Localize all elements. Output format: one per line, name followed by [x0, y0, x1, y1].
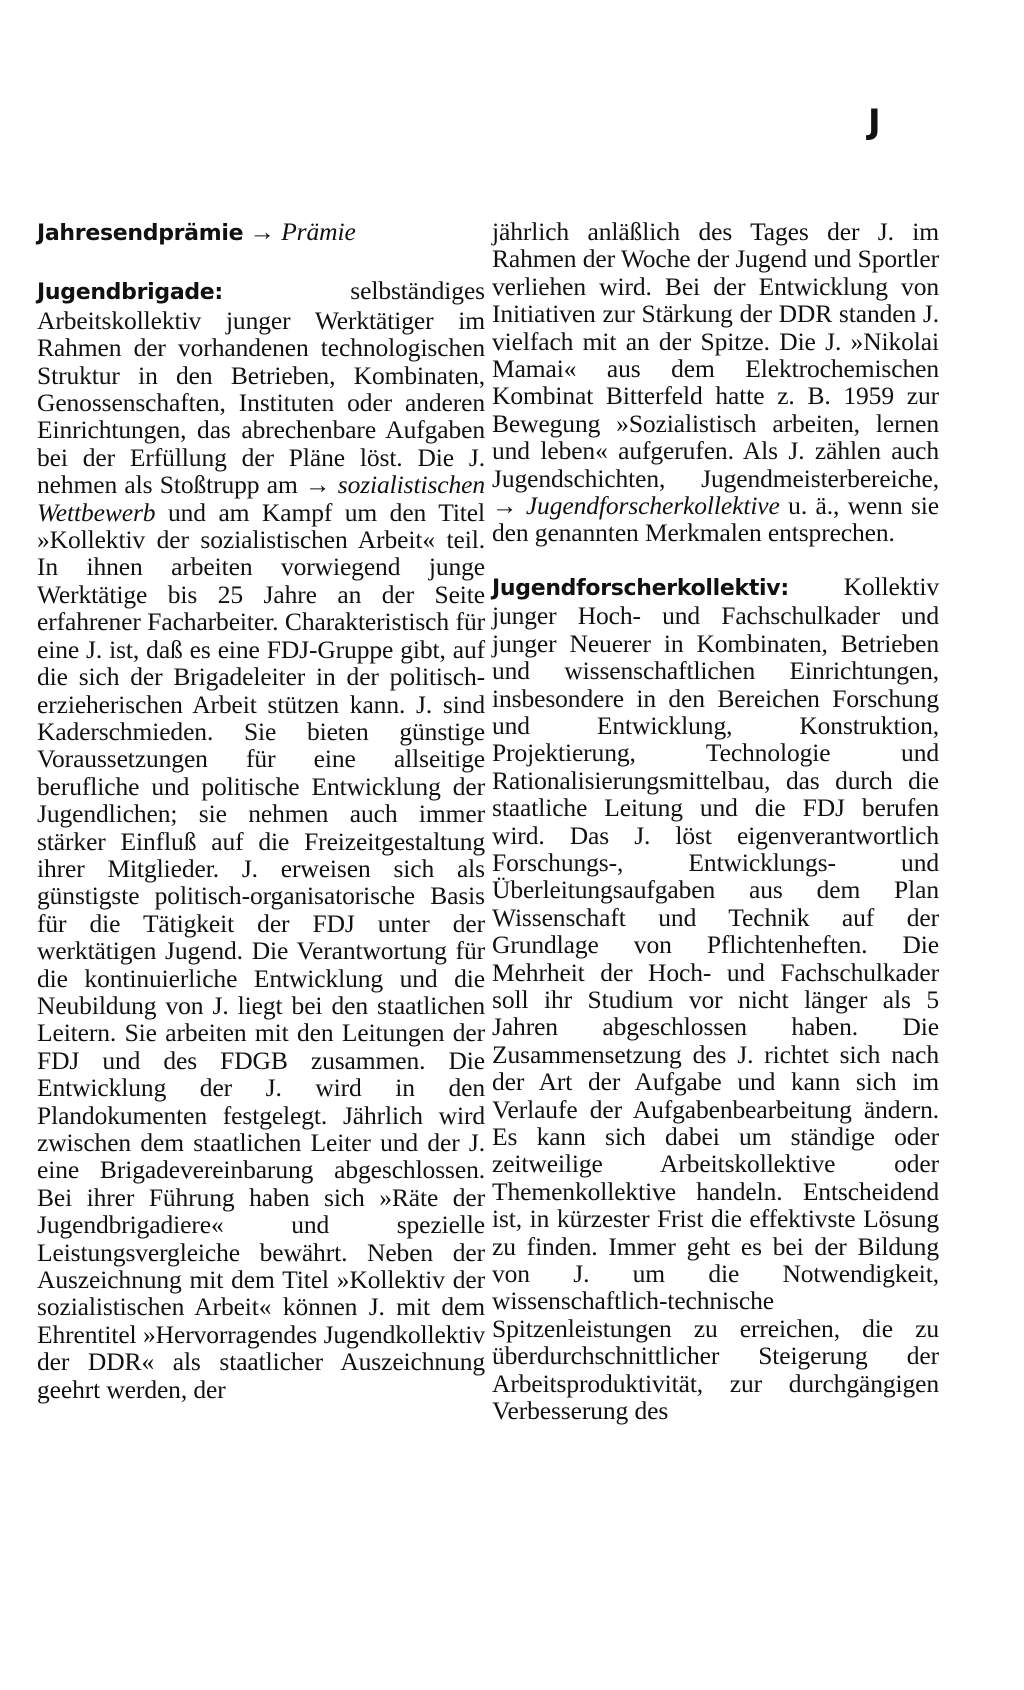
cross-reference-arrow-icon: → — [249, 217, 275, 246]
entry-jugendforscherkollektiv — [492, 573, 939, 1425]
right-column — [492, 218, 939, 1450]
entry-jugendbrigade — [37, 277, 485, 1403]
entry-text: jährlich anläßlich des Tages der J. im Rahmen der Woche der Jugend und Sportler verliehen wird. Bei der Entwicklung von Initiativen zur Stärkung der DDR standen J. vielfach mit an der Spitze. Die J. »Nikolai Mamai« aus dem Elektrochemischen Kombinat Bitterfeld hatte z. B. 1959 zur Bewegung »Sozialistisch arbeiten, lernen und leben« aufgerufen. Als J. zählen auch Jugendschichten, Jugendmeisterbereiche, — [492, 217, 939, 493]
entry-headword: Jahresendprämie — [37, 221, 244, 246]
left-column — [37, 218, 485, 1429]
cross-reference-arrow-icon: → — [492, 491, 518, 521]
entry-text: und am Kampf um den Titel »Kollektiv der sozialistischen Arbeit« teil. In ihnen arbeiten vorwiegend junge Werktätige bis 25 Jahre an der Seite erfahrener Facharbeiter. Charakteristisch für eine J. ist, daß es eine FDJ-Gruppe gibt, auf die sich der Brigadeleiter in der politisch-erzieherischen Arbeit stützen kann. J. sind Kaderschmieden. Sie bieten günstige Voraussetzungen für eine allseitige berufliche und politische Entwicklung der Jugendlichen; sie nehmen auch immer stärker Einfluß auf die Freizeitgestaltung ihrer Mitglieder. J. erweisen sich als günstigste politisch-organisatorische Basis für die Tätigkeit der FDJ unter der werktätigen Jugend. Die Verantwortung für die kontinuierliche Entwicklung und die Neubildung von J. liegt bei den staatlichen Leitern. Sie arbeiten mit den Leitungen der FDJ und des FDGB zusammen. Die Entwicklung der J. wird in den Plandokumenten festgelegt. Jährlich wird zwischen dem staatlichen Leiter und der J. eine Brigadevereinbarung abgeschlossen. Bei ihrer Führung haben sich »Räte der Jugendbrigadiere« und spezielle Leistungsvergleiche bewährt. Neben der Auszeichnung mit dem Titel »Kollektiv der sozialistischen Arbeit« können J. mit dem Ehrentitel »Hervorragendes Jugendkollektiv der DDR« als staatlicher Auszeichnung geehrt werden, der — [37, 497, 485, 1404]
entry-jugendbrigade-continued — [492, 218, 939, 547]
entry-jahresendpraemie — [37, 218, 485, 247]
entry-headword: Jugendbrigade: — [37, 280, 223, 306]
entry-text: Kollektiv junger Hoch- und Fachschulkader und junger Neuerer in Kombinaten, Betrieben und wissenschaftlichen Einrichtungen, insbesondere in den Bereichen Forschung und Entwicklung, Konstruktion, Projektierung, Technologie und Rationalisierungsmittelbau, das durch die staatliche Leitung und die FDJ berufen wird. Das J. löst eigenverantwortlich Forschungs-, Entwicklungs- und Überleitungsaufgaben aus dem Plan Wissenschaft und Technik auf der Grundlage von Pflichtenheften. Die Mehrheit der Hoch- und Fachschulkader soll ihr Studium vor nicht länger als 5 Jahren abgeschlossen haben. Die Zusammensetzung des J. richtet sich nach der Art der Aufgabe und kann sich im Verlaufe der Aufgabenbearbeitung ändern. Es kann sich dabei um ständige oder zeitweilige Arbeitskollektive oder Themenkollektive handeln. Entscheidend ist, in kürzester Frist die effektivste Lösung zu finden. Immer geht es bei der Bildung von J. um die Notwendigkeit, wissenschaftlich-technische Spitzenleistungen zu erreichen, die zu überdurchschnittlicher Steigerung der Arbeitsproduktivität, zur durchgängigen Verbesserung des — [492, 571, 939, 1426]
cross-reference[interactable]: Jugendforscherkollektive — [517, 491, 780, 521]
cross-reference[interactable]: Prämie — [281, 217, 356, 246]
entry-text: u. ä., wenn sie den genannten Merkmalen entsprechen. — [492, 491, 940, 548]
cross-reference-arrow-icon: → — [305, 470, 331, 500]
cross-reference[interactable]: sozialistischen Wettbewerb — [37, 470, 485, 527]
section-letter: J — [868, 102, 881, 142]
entry-headword: Jugendforscherkollektiv: — [492, 575, 789, 601]
entry-text: selbständiges Arbeitskollektiv junger Werktätiger im Rahmen der vorhandenen technologischen Struktur in den Betrieben, Kombinaten, Genossenschaften, Instituten oder anderen Einrichtungen, das abrechenbare Aufgaben bei der Erfüllung der Pläne löst. Die J. nehmen als Stoßtrupp am — [37, 276, 485, 500]
